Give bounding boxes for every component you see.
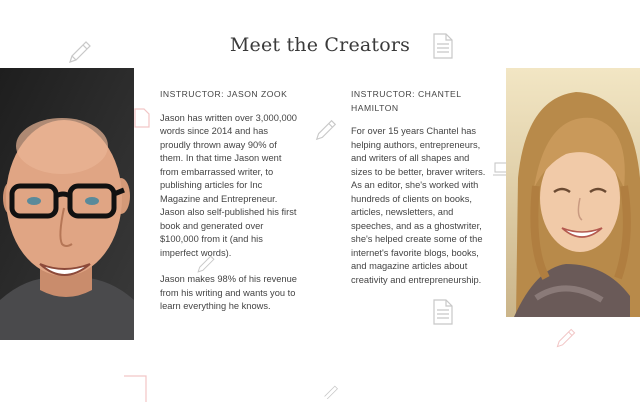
creator-bio-chantel [351,88,491,300]
pencil-icon [322,381,340,399]
instructor-heading: INSTRUCTOR: CHANTEL HAMILTON [351,89,462,113]
bio-paragraph: For over 15 years Chantel has helping authors, entrepreneurs, and writers of all shapes and sizes to be better, braver writers. As an editor, she's worked with hundreds of clients on books, articles, newsletters, and speeches, and as a ghostwriter, she's helped create some of the internet's favorite blogs, books, and magazine articles about creativity and entrepreneurship. [351,126,486,285]
document-icon [134,108,150,128]
pencil-icon [313,117,339,143]
document-icon [432,298,454,326]
instructor-heading: INSTRUCTOR: JASON ZOOK [160,89,288,99]
bio-paragraph: Jason makes 98% of his revenue from his writing and wants you to learn everything he knows. [160,274,297,311]
bio-paragraph: Jason has written over 3,000,000 words since 2014 and has proudly thrown away 90% of them. In that time Jason went from embarrassed writer, to publishing articles for Inc Magazine and Entrepreneur. Jason also self-published his first book and generated over $100,000 from it (and his imperfect words). [160,112,297,258]
pencil-icon [554,326,578,350]
instructor-photo-chantel [506,68,640,317]
instructor-photo-jason [0,68,134,340]
page-title: Meet the Creators [229,34,411,56]
creator-bio-jason [160,88,298,327]
document-icon [122,374,148,403]
